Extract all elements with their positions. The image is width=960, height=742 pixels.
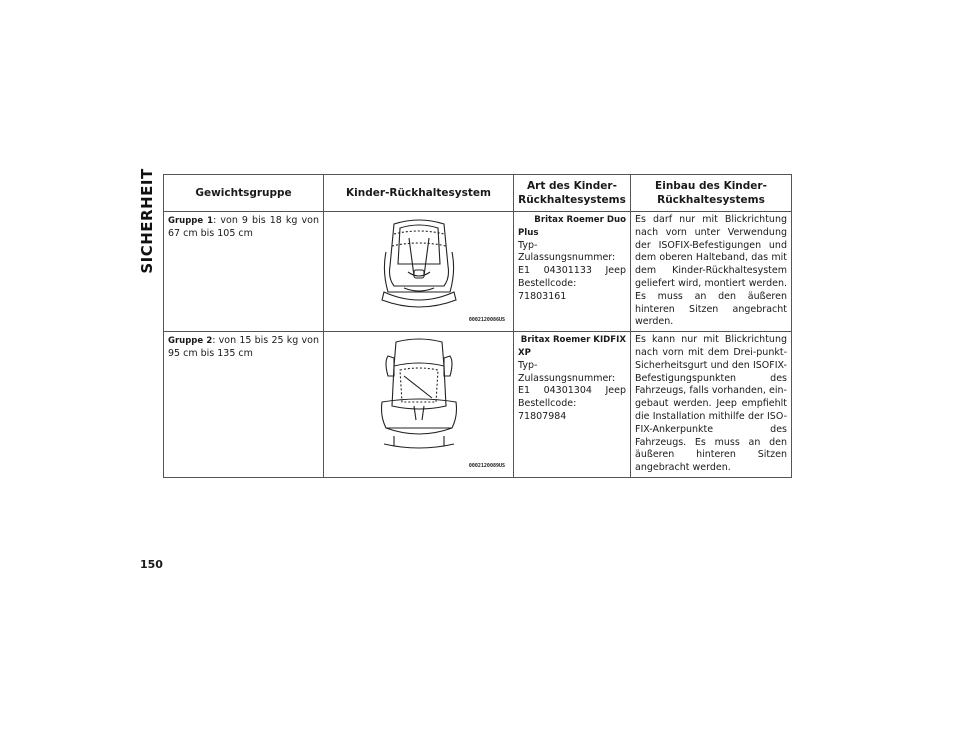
booster-seat-icon: [364, 336, 474, 454]
page-number: 150: [140, 558, 163, 571]
figure-code: 0002120089US: [468, 463, 505, 470]
approval-label: Typ-Zulassungsnummer:: [518, 239, 616, 264]
installation-cell: Es darf nur mit Blickrichtung nach vorn unter Verwendung der ISOFIX-Befestigungen und dem oberen Halteband, das mit dem Kinder-Rückhaltesystem geliefert wird, montiert werden. Es muss an den äußeren hinteren Sitzen angebracht werden.: [631, 212, 792, 332]
table-row: [164, 332, 792, 478]
table-row: [164, 212, 792, 332]
figure-code: 0002120086US: [468, 317, 505, 324]
group-label: Gruppe 1: [168, 216, 214, 226]
booster-seat-illustration: [324, 332, 513, 477]
header-weight-group: Gewichtsgruppe: [164, 175, 324, 212]
group-range: : von 9 bis 18 kg von 67 cm bis 105 cm: [168, 215, 319, 239]
restraint-type-cell: [514, 212, 631, 332]
restraint-image-cell: [324, 212, 514, 332]
group-label: Gruppe 2: [168, 336, 213, 347]
model-name: Britax Roemer Duo Plus: [518, 215, 626, 238]
table-header-row: [164, 175, 792, 212]
approval-number: E1 04301304 Jeep: [518, 385, 626, 397]
child-restraint-table: [163, 174, 792, 478]
child-seat-illustration: [324, 212, 513, 331]
installation-cell: Es kann nur mit Blickrichtung nach vorn mit dem Drei-punkt-Sicherheitsgurt und den ISOFIX-Befestigungspunkten des Fahrzeugs, falls vorhanden, ein-gebaut werden. Jeep empfiehlt die Installation mithilfe der ISO-FIX-Ankerpunkte des Fahrzeugs. Es muss an den äußeren hinteren Sitzen angebracht werden.: [631, 332, 792, 478]
header-installation: Einbau des Kinder-Rückhaltesystems: [631, 175, 792, 212]
group-range: : von 15 bis 25 kg von 95 cm bis 135 cm: [168, 335, 319, 359]
order-code: Bestellcode: 71803161: [518, 277, 577, 302]
child-seat-harness-icon: [364, 216, 474, 312]
section-title: SICHERHEIT: [138, 168, 156, 274]
restraint-image-cell: [324, 332, 514, 478]
weight-group-cell: [164, 212, 324, 332]
model-name: Britax Roemer KIDFIX XP: [518, 335, 626, 358]
order-code: Bestellcode: 71807984: [518, 398, 577, 422]
header-restraint-system: Kinder-Rückhaltesystem: [324, 175, 514, 212]
approval-number: E1 04301133 Jeep: [518, 265, 626, 277]
approval-label: Typ-Zulassungsnummer:: [518, 359, 616, 384]
restraint-type-cell: [514, 332, 631, 478]
weight-group-cell: [164, 332, 324, 478]
header-restraint-type: Art des Kinder-Rückhaltesystems: [514, 175, 631, 212]
